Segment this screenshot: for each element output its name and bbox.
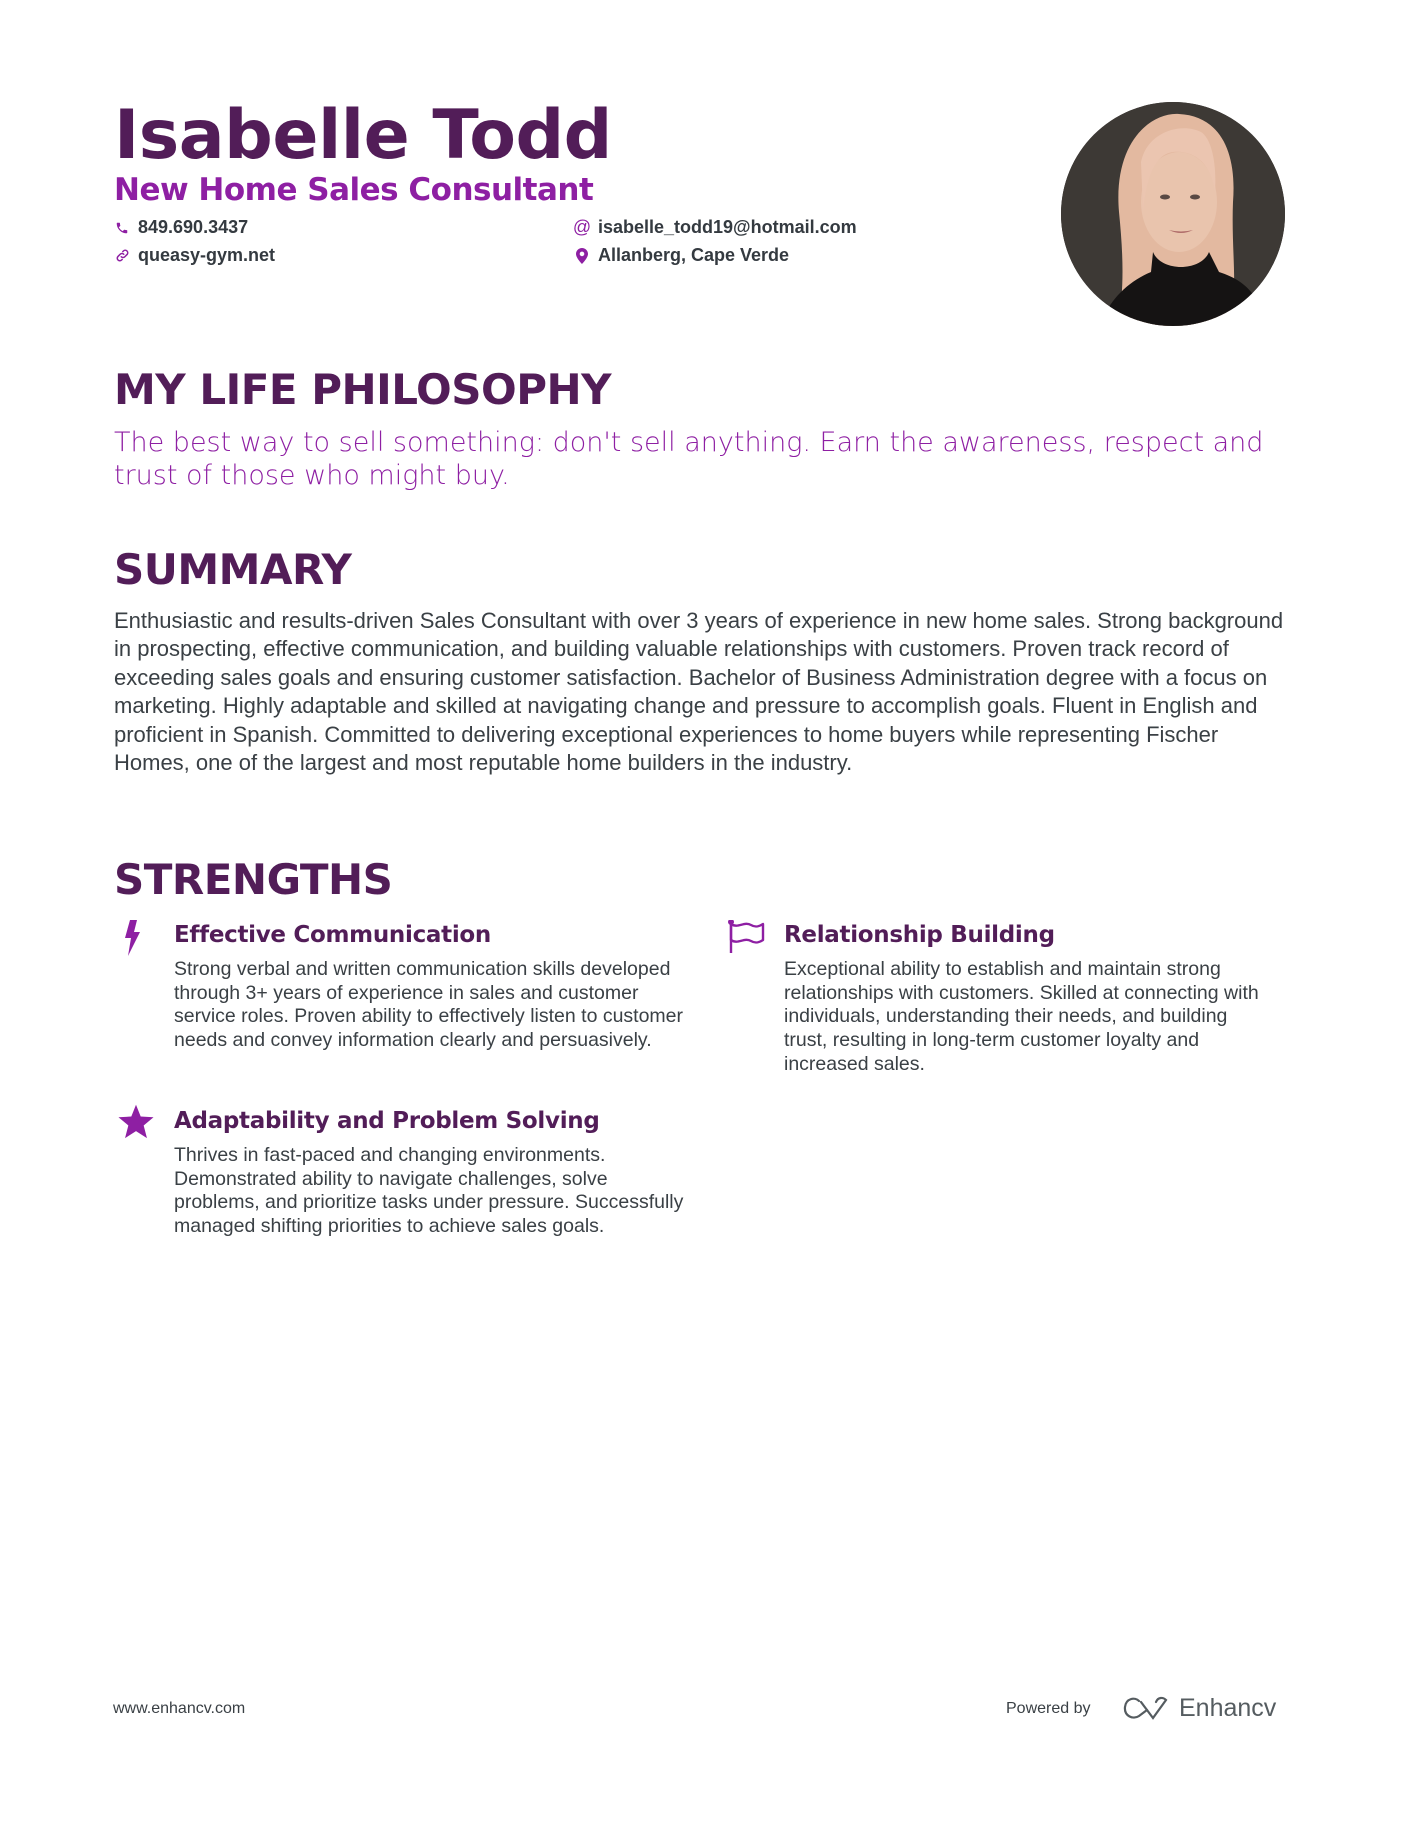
candidate-name: Isabelle Todd [114, 96, 612, 175]
flag-icon [728, 920, 766, 959]
star-icon [117, 1104, 155, 1145]
footer-website-link[interactable]: www.enhancv.com [113, 1700, 246, 1717]
location-pin-icon [574, 248, 590, 264]
summary-text: Enthusiastic and results-driven Sales Consultant with over 3 years of experience in new home sales. Strong background in prospecting, effective communication, and building valuable relationships with customers. Proven track record of exceeding sales goals and ensuring customer satisfaction. Bachelor of Business Administration degree with a focus on marketing. Highly adaptable and skilled at navigating change and pressure to accomplish goals. Fluent in English and proficient in Spanish. Committed to delivering exceptional experiences to home buyers while representing Fischer Homes, one of the largest and most reputable home builders in the industry. [114, 608, 1284, 776]
strength-item [174, 1108, 694, 1239]
lightning-icon [118, 920, 150, 961]
location-text: Allanberg, Cape Verde [598, 245, 790, 265]
link-icon [114, 248, 130, 264]
phone-number: 849.690.3437 [138, 217, 249, 237]
enhancv-logo-icon [1123, 1696, 1169, 1722]
contact-website [114, 245, 275, 266]
profile-photo [1061, 102, 1285, 326]
strength-title: Adaptability and Problem Solving [174, 1108, 600, 1134]
strength-description: Thrives in fast-paced and changing environments. Demonstrated ability to navigate challenges, solve problems, and prioritize tasks under pressure. Successfully managed shifting priorities to achieve sales goals. [174, 1144, 684, 1238]
strength-title: Relationship Building [784, 922, 1055, 948]
section-heading-summary: SUMMARY [114, 545, 352, 594]
strength-item [784, 922, 1274, 1077]
powered-by-label: Powered by [1006, 1700, 1091, 1717]
contact-location [574, 245, 789, 266]
phone-icon [114, 220, 130, 236]
email-address[interactable]: isabelle_todd19@hotmail.com [598, 217, 857, 237]
section-heading-strengths: STRENGTHS [114, 855, 393, 904]
contact-email [574, 217, 857, 238]
contact-phone [114, 217, 248, 238]
strength-description: Exceptional ability to establish and maintain strong relationships with customers. Skilled at connecting with individuals, understanding their needs, and building trust, resulting in long-term customer loyalty and increased sales. [784, 958, 1259, 1075]
strength-item [174, 922, 694, 1053]
section-heading-philosophy: MY LIFE PHILOSOPHY [114, 365, 612, 414]
enhancv-logo[interactable] [1123, 1694, 1276, 1723]
at-icon: @ [572, 217, 592, 237]
strength-title: Effective Communication [174, 922, 491, 948]
strength-description: Strong verbal and written communication skills developed through 3+ years of experience in sales and customer service roles. Proven ability to effectively listen to customer needs and convey information clearly and persuasively. [174, 958, 684, 1052]
website-link[interactable]: queasy-gym.net [138, 245, 276, 265]
philosophy-quote: The best way to sell something: don't sell anything. Earn the awareness, respect and trust of those who might buy. [114, 427, 1264, 491]
enhancv-brand-name: Enhancv [1179, 1694, 1277, 1722]
job-title: New Home Sales Consultant [114, 172, 594, 208]
